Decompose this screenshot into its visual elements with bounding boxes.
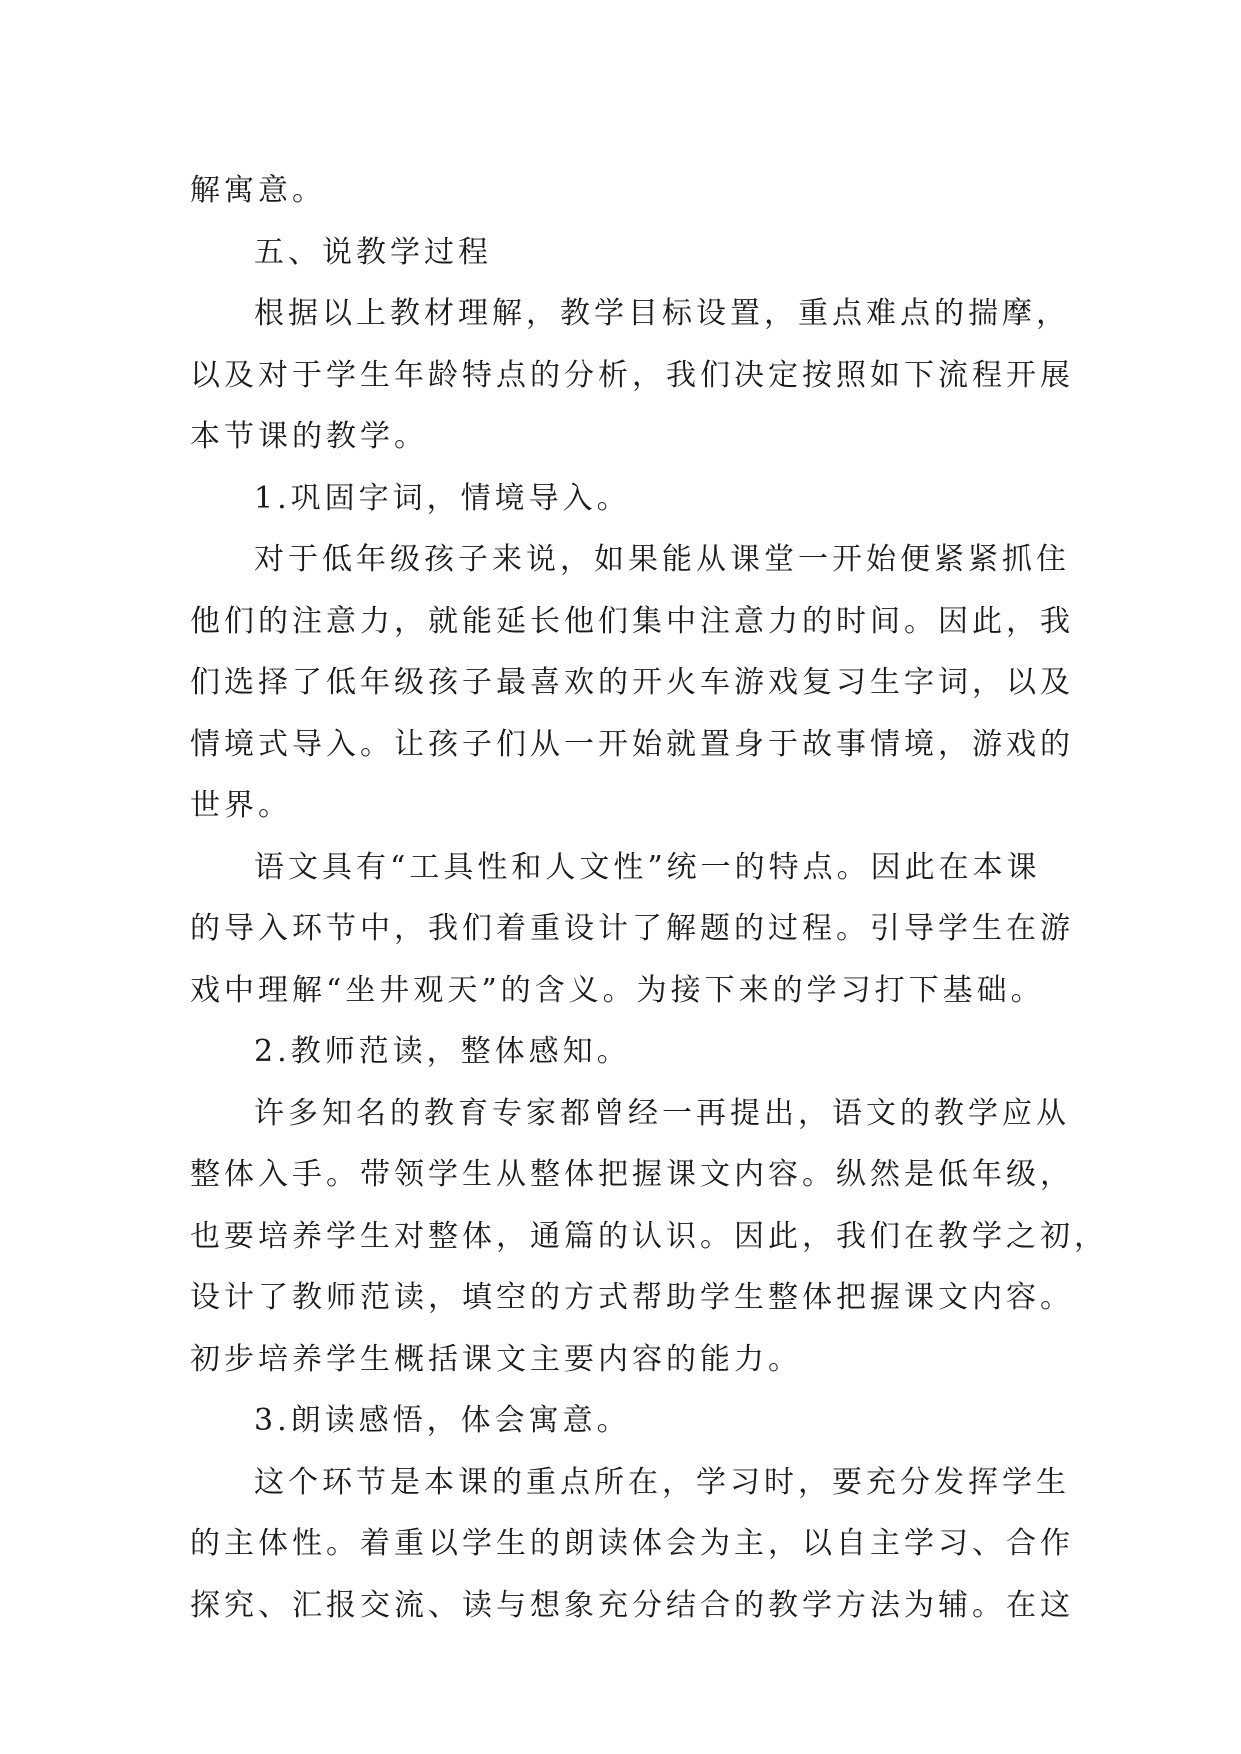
- text-line: 整体入手。带领学生从整体把握课文内容。纵然是低年级，: [190, 1157, 1074, 1192]
- text-line: 们选择了低年级孩子最喜欢的开火车游戏复习生字词，以及: [190, 665, 1074, 700]
- document-page: [190, 160, 1108, 1636]
- text-line: 初步培养学生概括课文主要内容的能力。: [190, 1341, 802, 1377]
- subsection-heading: 3.朗读感悟，体会寓意。: [254, 1403, 631, 1438]
- text-line: 的导入环节中，我们着重设计了解题的过程。引导学生在游: [190, 911, 1074, 946]
- text-line: 世界。: [190, 788, 292, 823]
- text-line: 戏中理解“坐井观天”的含义。为接下来的学习打下基础。: [190, 972, 1045, 1008]
- text-line: 他们的注意力，就能延长他们集中注意力的时间。因此，我: [190, 603, 1074, 639]
- text-line: 解寓意。: [190, 173, 326, 208]
- text-line: 的主体性。着重以学生的朗读体会为主，以自主学习、合作: [190, 1526, 1074, 1561]
- text-line: 本节课的教学。: [190, 419, 428, 454]
- text-line: 根据以上教材理解，教学目标设置，重点难点的揣摩，: [254, 296, 1070, 331]
- text-line: 对于低年级孩子来说，如果能从课堂一开始便紧紧抓住: [254, 542, 1070, 577]
- text-line: 许多知名的教育专家都曾经一再提出，语文的教学应从: [254, 1095, 1070, 1131]
- text-line: 语文具有“工具性和人文性”统一的特点。因此在本课: [254, 849, 1041, 885]
- section-heading: 五、说教学过程: [254, 234, 492, 270]
- text-line: 也要培养学生对整体，通篇的认识。因此，我们在教学之初，: [190, 1218, 1108, 1254]
- text-line: 探究、汇报交流、读与想象充分结合的教学方法为辅。在这: [190, 1587, 1074, 1623]
- subsection-heading: 2.教师范读，整体感知。: [254, 1034, 631, 1069]
- text-line: 情境式导入。让孩子们从一开始就置身于故事情境，游戏的: [190, 726, 1074, 762]
- subsection-heading: 1.巩固字词，情境导入。: [254, 480, 631, 516]
- text-line: 这个环节是本课的重点所在，学习时，要充分发挥学生: [254, 1464, 1070, 1500]
- text-line: 以及对于学生年龄特点的分析，我们决定按照如下流程开展: [190, 357, 1074, 393]
- text-line: 设计了教师范读，填空的方式帮助学生整体把握课文内容。: [190, 1280, 1074, 1315]
